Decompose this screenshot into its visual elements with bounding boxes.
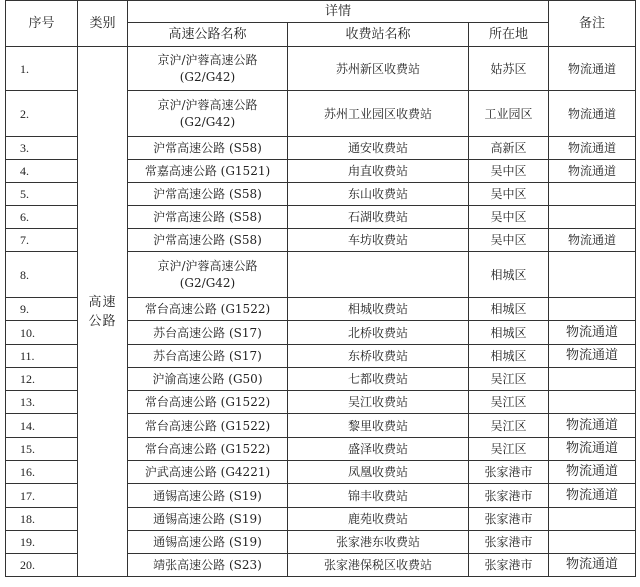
row-remark — [549, 391, 636, 414]
row-seq: 16. — [6, 461, 78, 484]
row-district: 吴中区 — [469, 183, 549, 206]
row-seq: 9. — [6, 298, 78, 321]
row-remark: 物流通道 — [549, 461, 636, 484]
row-station: 凤凰收费站 — [288, 461, 469, 484]
row-highway: 通锡高速公路 (S19) — [128, 484, 288, 508]
row-highway: 苏台高速公路 (S17) — [128, 321, 288, 345]
row-seq: 5. — [6, 183, 78, 206]
header-highway: 高速公路名称 — [128, 23, 288, 47]
row-district: 张家港市 — [469, 508, 549, 531]
row-district: 相城区 — [469, 252, 549, 298]
row-highway: 常台高速公路 (G1522) — [128, 414, 288, 438]
row-district: 吴江区 — [469, 368, 549, 391]
row-seq: 14. — [6, 414, 78, 438]
row-highway: 靖张高速公路 (S23) — [128, 554, 288, 577]
row-seq: 10. — [6, 321, 78, 345]
row-district: 吴江区 — [469, 391, 549, 414]
row-station: 东桥收费站 — [288, 345, 469, 368]
row-station: 苏州新区收费站 — [288, 47, 469, 91]
row-remark — [549, 368, 636, 391]
row-station: 吴江收费站 — [288, 391, 469, 414]
row-remark: 物流通道 — [549, 47, 636, 91]
row-station: 车坊收费站 — [288, 229, 469, 252]
row-station: 北桥收费站 — [288, 321, 469, 345]
row-station: 张家港保税区收费站 — [288, 554, 469, 577]
row-highway — [128, 252, 288, 298]
row-remark — [549, 531, 636, 554]
header-seq: 序号 — [6, 1, 78, 47]
toll-station-table — [5, 0, 636, 577]
header-category: 类别 — [78, 1, 128, 47]
row-highway: 通锡高速公路 (S19) — [128, 531, 288, 554]
category-label: 高速公路 — [88, 294, 117, 329]
row-station: 盛泽收费站 — [288, 438, 469, 461]
row-station: 相城收费站 — [288, 298, 469, 321]
row-station: 七都收费站 — [288, 368, 469, 391]
row-district: 张家港市 — [469, 531, 549, 554]
row-district: 吴中区 — [469, 229, 549, 252]
row-district: 张家港市 — [469, 461, 549, 484]
row-highway-code: (G2/G42) — [179, 114, 236, 129]
row-highway: 常嘉高速公路 (G1521) — [128, 160, 288, 183]
row-highway: 常台高速公路 (G1522) — [128, 438, 288, 461]
row-highway: 沪武高速公路 (G4221) — [128, 461, 288, 484]
row-highway: 通锡高速公路 (S19) — [128, 508, 288, 531]
row-district: 姑苏区 — [469, 47, 549, 91]
row-station — [288, 252, 469, 298]
row-seq: 17. — [6, 484, 78, 508]
row-seq: 12. — [6, 368, 78, 391]
row-seq: 7. — [6, 229, 78, 252]
table-row — [6, 47, 636, 91]
row-remark — [549, 508, 636, 531]
row-district: 相城区 — [469, 321, 549, 345]
row-seq: 1. — [6, 47, 78, 91]
row-seq: 2. — [6, 91, 78, 137]
row-remark — [549, 183, 636, 206]
row-seq: 15. — [6, 438, 78, 461]
row-highway: 沪渝高速公路 (G50) — [128, 368, 288, 391]
row-highway: 常台高速公路 (G1522) — [128, 391, 288, 414]
row-remark: 物流通道 — [549, 345, 636, 368]
row-district: 相城区 — [469, 298, 549, 321]
row-remark: 物流通道 — [549, 91, 636, 137]
row-station: 鹿苑收费站 — [288, 508, 469, 531]
row-station: 苏州工业园区收费站 — [288, 91, 469, 137]
row-seq: 3. — [6, 137, 78, 160]
row-remark: 物流通道 — [549, 321, 636, 345]
row-remark: 物流通道 — [549, 554, 636, 577]
header-district: 所在地 — [469, 23, 549, 47]
row-remark: 物流通道 — [549, 137, 636, 160]
table-body — [6, 47, 636, 577]
header-station: 收费站名称 — [288, 23, 469, 47]
row-station: 石湖收费站 — [288, 206, 469, 229]
row-seq: 8. — [6, 252, 78, 298]
row-district: 吴中区 — [469, 160, 549, 183]
row-remark: 物流通道 — [549, 414, 636, 438]
row-highway-code: (G2/G42) — [179, 69, 236, 84]
row-seq: 11. — [6, 345, 78, 368]
row-district: 相城区 — [469, 345, 549, 368]
row-remark — [549, 206, 636, 229]
row-district: 张家港市 — [469, 554, 549, 577]
row-highway-name: 京沪/沪蓉高速公路 — [157, 97, 258, 112]
row-seq: 20. — [6, 554, 78, 577]
row-highway-name: 京沪/沪蓉高速公路 — [157, 258, 258, 273]
row-district: 吴中区 — [469, 206, 549, 229]
row-station: 锦丰收费站 — [288, 484, 469, 508]
row-highway: 沪常高速公路 (S58) — [128, 229, 288, 252]
row-station: 东山收费站 — [288, 183, 469, 206]
row-highway: 沪常高速公路 (S58) — [128, 137, 288, 160]
row-remark: 物流通道 — [549, 229, 636, 252]
row-station: 通安收费站 — [288, 137, 469, 160]
row-seq: 4. — [6, 160, 78, 183]
row-seq: 18. — [6, 508, 78, 531]
row-remark: 物流通道 — [549, 160, 636, 183]
row-station: 甪直收费站 — [288, 160, 469, 183]
row-remark — [549, 298, 636, 321]
row-station: 黎里收费站 — [288, 414, 469, 438]
category-cell — [78, 47, 128, 577]
row-district: 张家港市 — [469, 484, 549, 508]
row-highway — [128, 91, 288, 137]
row-station: 张家港东收费站 — [288, 531, 469, 554]
row-district: 吴江区 — [469, 414, 549, 438]
row-district: 高新区 — [469, 137, 549, 160]
row-remark: 物流通道 — [549, 484, 636, 508]
header-remark: 备注 — [549, 1, 636, 47]
row-highway-code: (G2/G42) — [179, 275, 236, 290]
row-remark — [549, 252, 636, 298]
row-district: 吴江区 — [469, 438, 549, 461]
row-highway-name: 京沪/沪蓉高速公路 — [157, 52, 258, 67]
row-seq: 13. — [6, 391, 78, 414]
row-highway — [128, 47, 288, 91]
row-district: 工业园区 — [469, 91, 549, 137]
header-details: 详情 — [128, 1, 549, 23]
row-remark: 物流通道 — [549, 438, 636, 461]
row-highway: 常台高速公路 (G1522) — [128, 298, 288, 321]
row-seq: 6. — [6, 206, 78, 229]
row-highway: 苏台高速公路 (S17) — [128, 345, 288, 368]
row-highway: 沪常高速公路 (S58) — [128, 183, 288, 206]
row-highway: 沪常高速公路 (S58) — [128, 206, 288, 229]
row-seq: 19. — [6, 531, 78, 554]
